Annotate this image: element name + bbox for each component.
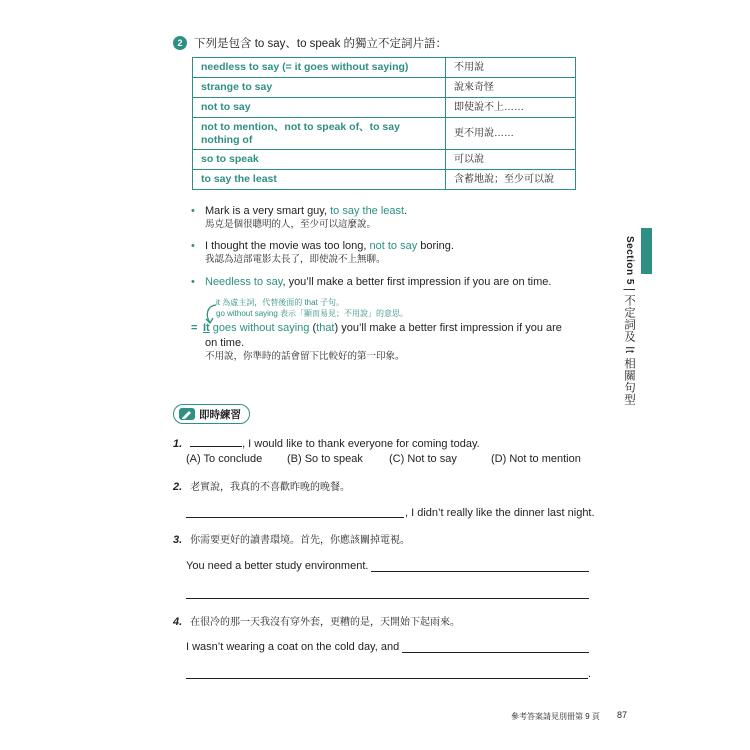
phrase-zh: 說來奇怪 bbox=[446, 78, 576, 98]
phrase-en: strange to say bbox=[193, 78, 446, 98]
item-number-badge: 2 bbox=[173, 36, 187, 50]
phrase-en: not to say bbox=[193, 98, 446, 118]
example-1: • Mark is a very smart guy, to say the least. 馬克是個很聰明的人，至少可以這麼說。 bbox=[191, 205, 408, 230]
sentence-end-period: . bbox=[588, 668, 592, 680]
phrase-zh: 不用說 bbox=[446, 58, 576, 78]
answer-line[interactable] bbox=[186, 517, 404, 518]
prompt-en: , I didn’t really like the dinner last night. bbox=[405, 507, 595, 519]
phrase-en: needless to say (= it goes without saying) bbox=[193, 58, 446, 78]
table-row bbox=[193, 98, 576, 118]
section-intro bbox=[173, 35, 447, 51]
phrase-zh: 含蓄地說；至少可以說 bbox=[446, 170, 576, 190]
example-2: • I thought the movie was too long, not to say boring. 我認為這部電影太長了，即使說不上無聊。 bbox=[191, 240, 454, 265]
phrase-table bbox=[192, 57, 576, 190]
grammar-note: it 為虛主詞，代替後面的 that 子句。 go without saying 表示「顯而易見；不用說」的意思。 bbox=[216, 298, 409, 318]
prompt-en: You need a better study environment. bbox=[186, 560, 369, 572]
table-row bbox=[193, 78, 576, 98]
equals-sign: = bbox=[191, 322, 198, 334]
example-4: = It goes without saying (that) you’ll make a better first impression if you are on time. 不用說，你準時的話會留下比較好的第一印象。 bbox=[191, 322, 562, 362]
that-word: that bbox=[316, 322, 335, 334]
translation: 不用說，你準時的話會留下比較好的第一印象。 bbox=[205, 350, 405, 362]
option-d[interactable]: (D) Not to mention bbox=[491, 453, 581, 465]
prompt-en: I wasn’t wearing a coat on the cold day, and bbox=[186, 641, 400, 653]
answer-line[interactable] bbox=[186, 598, 589, 599]
prompt-zh: 你需要更好的讀書環境。首先，你應該關掉電視。 bbox=[190, 535, 411, 546]
table-row bbox=[193, 118, 576, 150]
section-side-label: Section 5|不定詞及 It 相關句型 bbox=[623, 236, 635, 406]
bullet-icon: • bbox=[191, 240, 195, 252]
page-number: 87 bbox=[617, 710, 628, 720]
question-2: 2. 老實說，我真的不喜歡昨晚的晚餐。 bbox=[173, 481, 351, 493]
question-1-options bbox=[186, 453, 606, 467]
question-4: 4. 在很冷的那一天我沒有穿外套，更糟的是，天開始下起雨來。 bbox=[173, 616, 461, 628]
practice-heading: 即時練習 bbox=[173, 404, 250, 424]
pencil-icon bbox=[178, 407, 196, 421]
table-row bbox=[193, 150, 576, 170]
prompt-zh: 在很冷的那一天我沒有穿外套，更糟的是，天開始下起雨來。 bbox=[190, 617, 461, 628]
translation: 我認為這部電影太長了，即使說不上無聊。 bbox=[205, 253, 386, 265]
bullet-icon: • bbox=[191, 276, 195, 288]
answer-line[interactable] bbox=[402, 652, 589, 653]
answer-blank[interactable] bbox=[190, 436, 242, 447]
phrase-zh: 即使說不上…… bbox=[446, 98, 576, 118]
bullet-icon: • bbox=[191, 205, 195, 217]
phrase-zh: 更不用說…… bbox=[446, 118, 576, 150]
highlight-phrase: goes without saying bbox=[209, 322, 310, 334]
option-c[interactable]: (C) Not to say bbox=[389, 453, 457, 465]
table-row bbox=[193, 170, 576, 190]
section-tab-marker bbox=[641, 228, 652, 274]
question-3: 3. 你需要更好的讀書環境。首先，你應該關掉電視。 bbox=[173, 534, 411, 546]
highlight-phrase: not to say bbox=[369, 240, 418, 252]
answer-reference: 參考答案請見別冊第 9 頁 bbox=[511, 712, 600, 721]
prompt-zh: 老實說，我真的不喜歡昨晚的晚餐。 bbox=[190, 482, 351, 493]
table-row bbox=[193, 58, 576, 78]
option-b[interactable]: (B) So to speak bbox=[287, 453, 363, 465]
option-a[interactable]: (A) To conclude bbox=[186, 453, 263, 465]
answer-line[interactable] bbox=[371, 571, 589, 572]
phrase-zh: 可以說 bbox=[446, 150, 576, 170]
intro-text: 下列是包含 to say、to speak 的獨立不定詞片語： bbox=[194, 38, 448, 50]
answer-line[interactable] bbox=[186, 678, 588, 679]
question-1: 1. , I would like to thank everyone for coming today. bbox=[173, 438, 480, 450]
dummy-subject: It bbox=[203, 322, 210, 334]
example-3: • Needless to say, you’ll make a better first impression if you are on time. bbox=[191, 276, 552, 288]
phrase-en: to say the least bbox=[193, 170, 446, 190]
phrase-en: not to mention、not to speak of、to say nothing of bbox=[193, 118, 446, 150]
highlight-phrase: Needless to say bbox=[205, 276, 283, 288]
translation: 馬克是個很聰明的人，至少可以這麼說。 bbox=[205, 218, 377, 230]
phrase-en: so to speak bbox=[193, 150, 446, 170]
highlight-phrase: to say the least bbox=[330, 205, 405, 217]
